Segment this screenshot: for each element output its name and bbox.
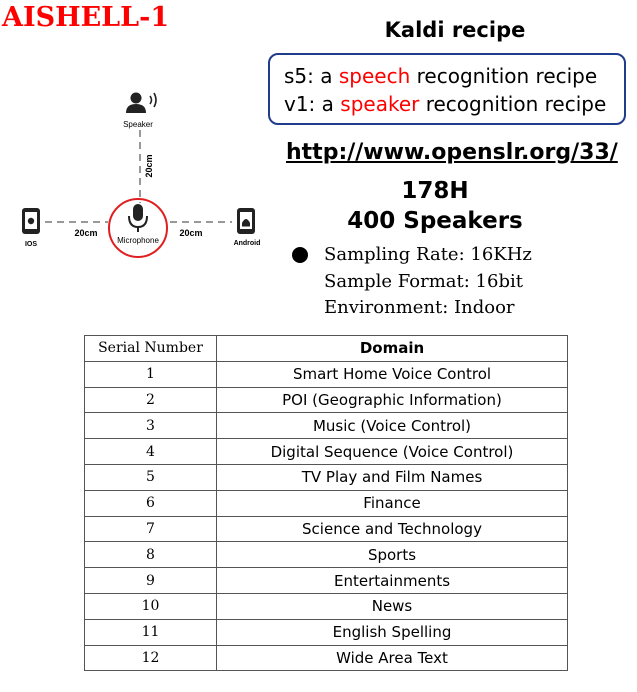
android-phone-icon	[237, 208, 255, 234]
serial-number-cell: 7	[85, 516, 217, 542]
serial-number-cell: 6	[85, 490, 217, 516]
recipe-line-v1	[284, 90, 624, 118]
header-domain: Domain	[217, 336, 568, 362]
table-row	[85, 490, 568, 516]
distance-left: 20cm	[74, 228, 98, 238]
table-row	[85, 413, 568, 439]
recipe-v1-prefix: v1: a	[284, 92, 341, 116]
domain-cell: Entertainments	[217, 568, 568, 594]
domain-cell: News	[217, 593, 568, 619]
serial-number-cell: 3	[85, 413, 217, 439]
serial-number-cell: 1	[85, 361, 217, 387]
serial-number-cell: 4	[85, 439, 217, 465]
spec-sampling-rate: Sampling Rate: 16KHz	[324, 244, 532, 265]
table-row	[85, 568, 568, 594]
speakers-stat: 400 Speakers	[347, 208, 523, 234]
recipe-v1-suffix: recognition recipe	[419, 92, 607, 116]
table-row	[85, 645, 568, 671]
ios-phone-icon	[22, 208, 40, 234]
table-row	[85, 361, 568, 387]
serial-number-cell: 2	[85, 387, 217, 413]
microphone-icon	[129, 204, 147, 232]
serial-number-cell: 8	[85, 542, 217, 568]
domain-table	[84, 335, 568, 671]
microphone-label: Microphone	[117, 236, 159, 245]
android-label: Android	[233, 240, 261, 247]
domain-cell: Sports	[217, 542, 568, 568]
header-serial-number: Serial Number	[85, 336, 217, 362]
domain-cell: English Spelling	[217, 619, 568, 645]
table-row	[85, 387, 568, 413]
spec-environment: Environment: Indoor	[324, 297, 515, 318]
distance-right: 20cm	[179, 228, 203, 238]
serial-number-cell: 12	[85, 645, 217, 671]
hours-stat: 178H	[401, 178, 469, 204]
domain-cell: Finance	[217, 490, 568, 516]
domain-cell: Music (Voice Control)	[217, 413, 568, 439]
distance-vertical: 20cm	[144, 154, 154, 178]
table-row	[85, 464, 568, 490]
recipe-s5-suffix: recognition recipe	[410, 64, 598, 88]
recipe-v1-highlight: speaker	[340, 92, 420, 116]
domain-cell: Digital Sequence (Voice Control)	[217, 439, 568, 465]
domain-cell: Smart Home Voice Control	[217, 361, 568, 387]
recording-setup-diagram	[0, 90, 270, 265]
openslr-link[interactable]: http://www.openslr.org/33/	[286, 140, 618, 165]
table-row	[85, 542, 568, 568]
table-row	[85, 593, 568, 619]
table-header-row	[85, 336, 568, 362]
table-row	[85, 439, 568, 465]
table-body	[85, 361, 568, 671]
domain-cell: POI (Geographic Information)	[217, 387, 568, 413]
domain-cell: TV Play and Film Names	[217, 464, 568, 490]
serial-number-cell: 10	[85, 593, 217, 619]
serial-number-cell: 9	[85, 568, 217, 594]
serial-number-cell: 11	[85, 619, 217, 645]
recipe-box	[268, 53, 626, 125]
table-row	[85, 619, 568, 645]
spec-sample-format: Sample Format: 16bit	[324, 271, 523, 292]
recipe-line-s5	[284, 62, 624, 90]
kaldi-recipe-heading: Kaldi recipe	[384, 18, 526, 42]
domain-cell: Wide Area Text	[217, 645, 568, 671]
speaker-icon	[126, 93, 156, 114]
recipe-s5-highlight: speech	[338, 64, 411, 88]
domain-cell: Science and Technology	[217, 516, 568, 542]
speaker-label: Speaker	[123, 120, 153, 129]
table-row	[85, 516, 568, 542]
recipe-s5-prefix: s5: a	[284, 64, 339, 88]
dataset-title: AISHELL-1	[2, 2, 170, 33]
ios-label: IOS	[24, 241, 38, 248]
bullet-icon	[292, 247, 308, 263]
serial-number-cell: 5	[85, 464, 217, 490]
